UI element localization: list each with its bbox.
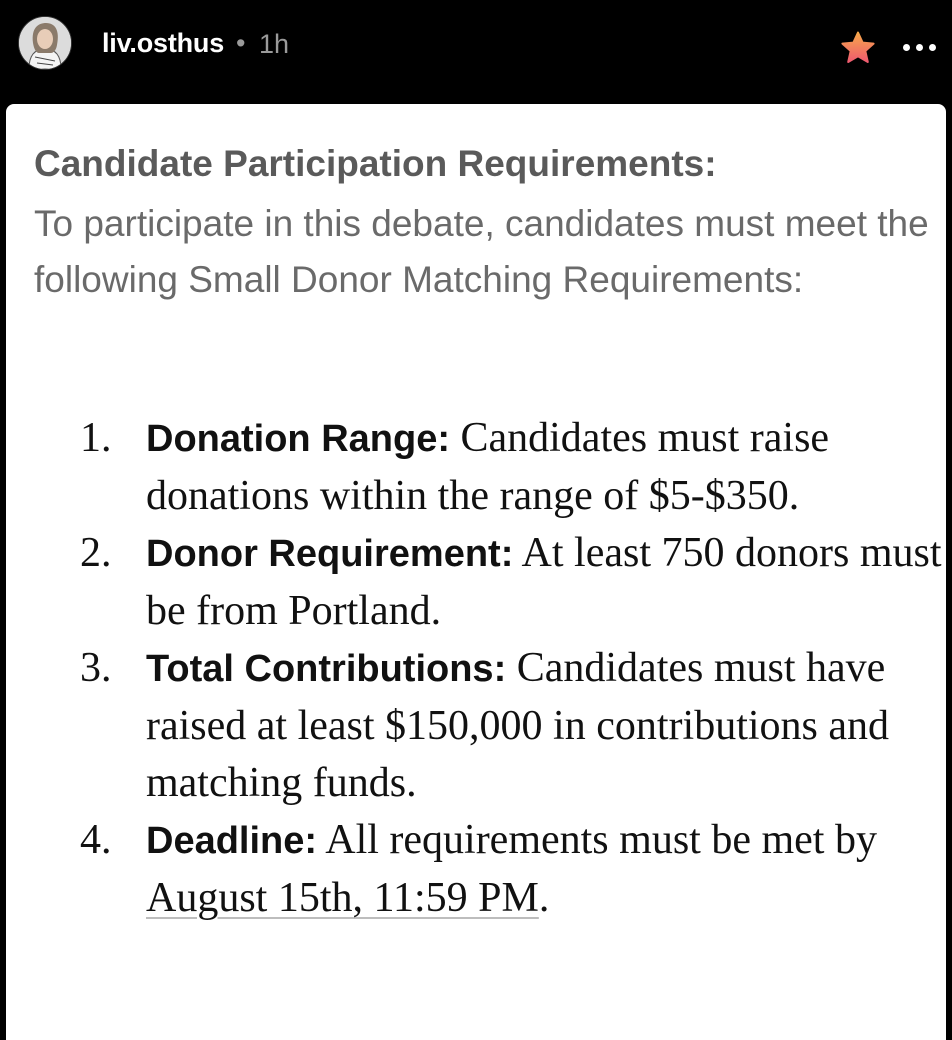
requirement-title: Deadline: [146, 820, 318, 862]
requirement-number: 2. [80, 530, 112, 576]
requirement-text: All requirements must be met by [325, 817, 877, 863]
document-intro: To participate in this debate, candidates must meet the following Small Donor Matching Requirements: [34, 203, 929, 300]
user-avatar[interactable] [18, 16, 72, 70]
requirement-number: 4. [80, 817, 112, 863]
requirement-number: 3. [80, 645, 112, 691]
requirement-title: Total Contributions: [146, 648, 507, 690]
avatar-image [19, 17, 71, 69]
document-heading: Candidate Participation Requirements: [34, 143, 717, 184]
requirement-item-4 [80, 812, 942, 927]
requirement-item-1 [80, 410, 942, 525]
requirements-list [80, 410, 942, 927]
more-options-icon[interactable] [903, 44, 937, 52]
document-card [6, 104, 946, 1040]
separator-dot: • [236, 28, 246, 58]
requirement-item-2 [80, 525, 942, 640]
story-header [0, 0, 952, 100]
deadline-date-link[interactable]: August 15th, 11:59 PM [146, 875, 539, 921]
requirement-text: Candidates must raise donations within the range of $5-$350. [146, 415, 830, 519]
requirement-text-end: . [538, 875, 550, 921]
requirement-text: At least 750 donors must be from Portland. [146, 530, 942, 634]
requirement-item-3 [80, 640, 942, 812]
username[interactable]: liv.osthus [102, 28, 225, 58]
requirement-title: Donor Requirement: [146, 533, 514, 575]
requirement-text: Candidates must have raised at least $150,000 in contributions and matching funds. [146, 645, 890, 806]
requirement-number: 1. [80, 415, 112, 461]
post-time: 1h [259, 29, 290, 59]
star-icon[interactable] [840, 31, 876, 65]
requirement-title: Donation Range: [146, 418, 450, 460]
